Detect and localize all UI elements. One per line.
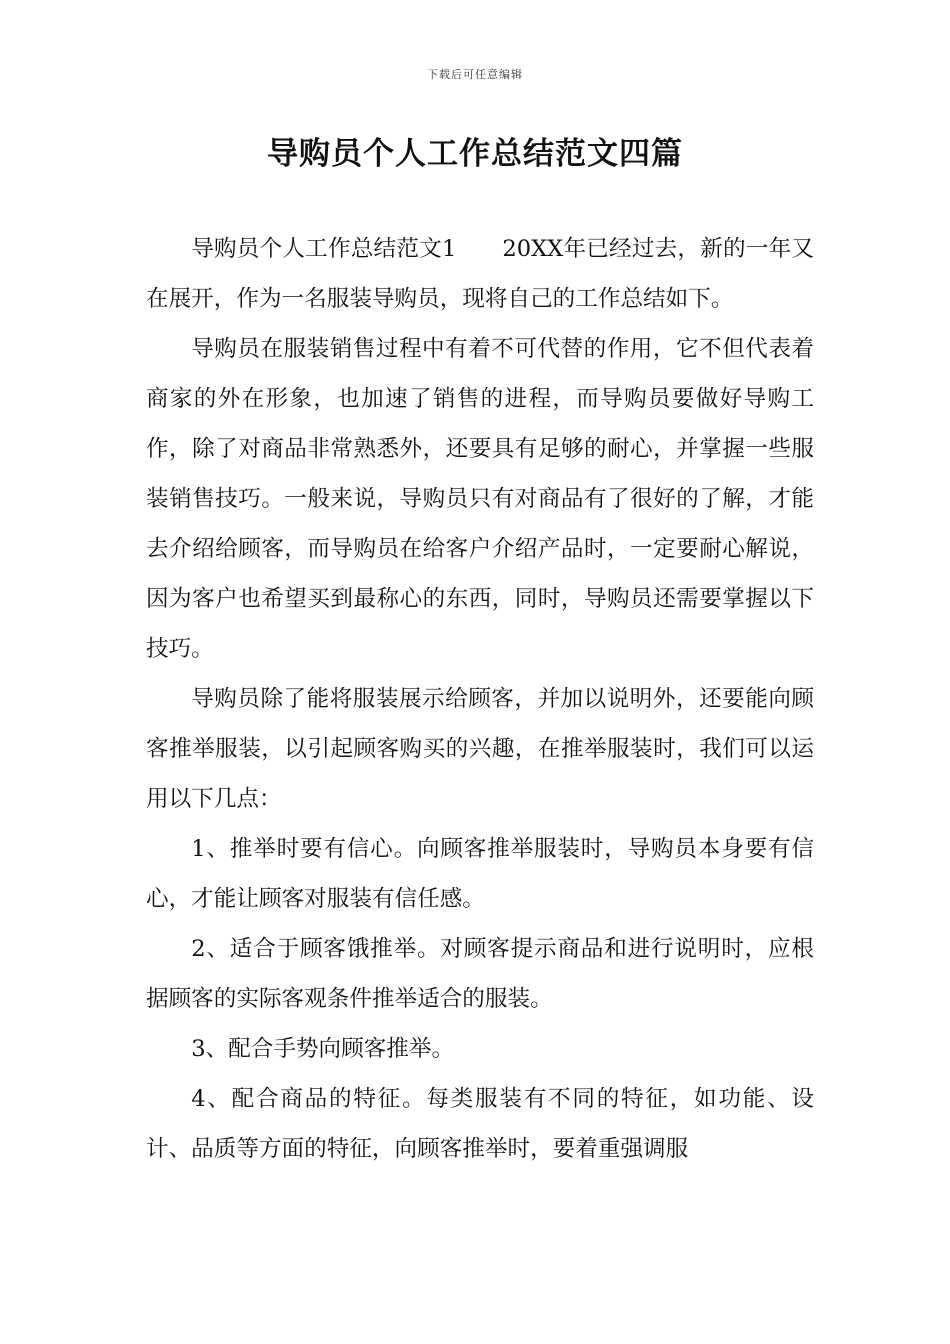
paragraph: 导购员在服装销售过程中有着不可代替的作用，它不但代表着商家的外在形象，也加速了销售的进程，而导购员要做好导购工作，除了对商品非常熟悉外，还要具有足够的耐心，并掌握一些服装销售技巧。一般来说，导购员只有对商品有了很好的了解，才能去介绍给顾客，而导购员在给客户介绍产品时，一定要耐心解说，因为客户也希望买到最称心的东西，同时，导购员还需要掌握以下技巧。 bbox=[146, 336, 814, 662]
paragraph: 导购员除了能将服装展示给顾客，并加以说明外，还要能向顾客推举服装，以引起顾客购买的兴趣，在推举服装时，我们可以运用以下几点： bbox=[146, 686, 814, 812]
paragraph-intro bbox=[146, 224, 814, 324]
list-item-2: 2、适合于顾客饿推举。对顾客提示商品和进行说明时，应根据顾客的实际客观条件推举适合的服装。 bbox=[146, 936, 814, 1012]
paragraph-text: 20XX年已经过去，新的一年又在展开，作为一名服装导购员，现将自己的工作总结如下。 bbox=[146, 236, 815, 312]
list-item-4: 4、配合商品的特征。每类服装有不同的特征，如功能、设计、品质等方面的特征，向顾客推举时，要着重强调服 bbox=[146, 1086, 814, 1162]
list-item-1: 1、推举时要有信心。向顾客推举服装时，导购员本身要有信心，才能让顾客对服装有信任感。 bbox=[146, 836, 814, 912]
list-item-3: 3、配合手势向顾客推举。 bbox=[191, 1036, 455, 1062]
intro-heading: 导购员个人工作总结范文1 bbox=[191, 236, 457, 262]
document-title: 导购员个人工作总结范文四篇 bbox=[267, 136, 683, 172]
header-note: 下载后可任意编辑 bbox=[427, 68, 523, 81]
document-body bbox=[146, 224, 814, 1174]
